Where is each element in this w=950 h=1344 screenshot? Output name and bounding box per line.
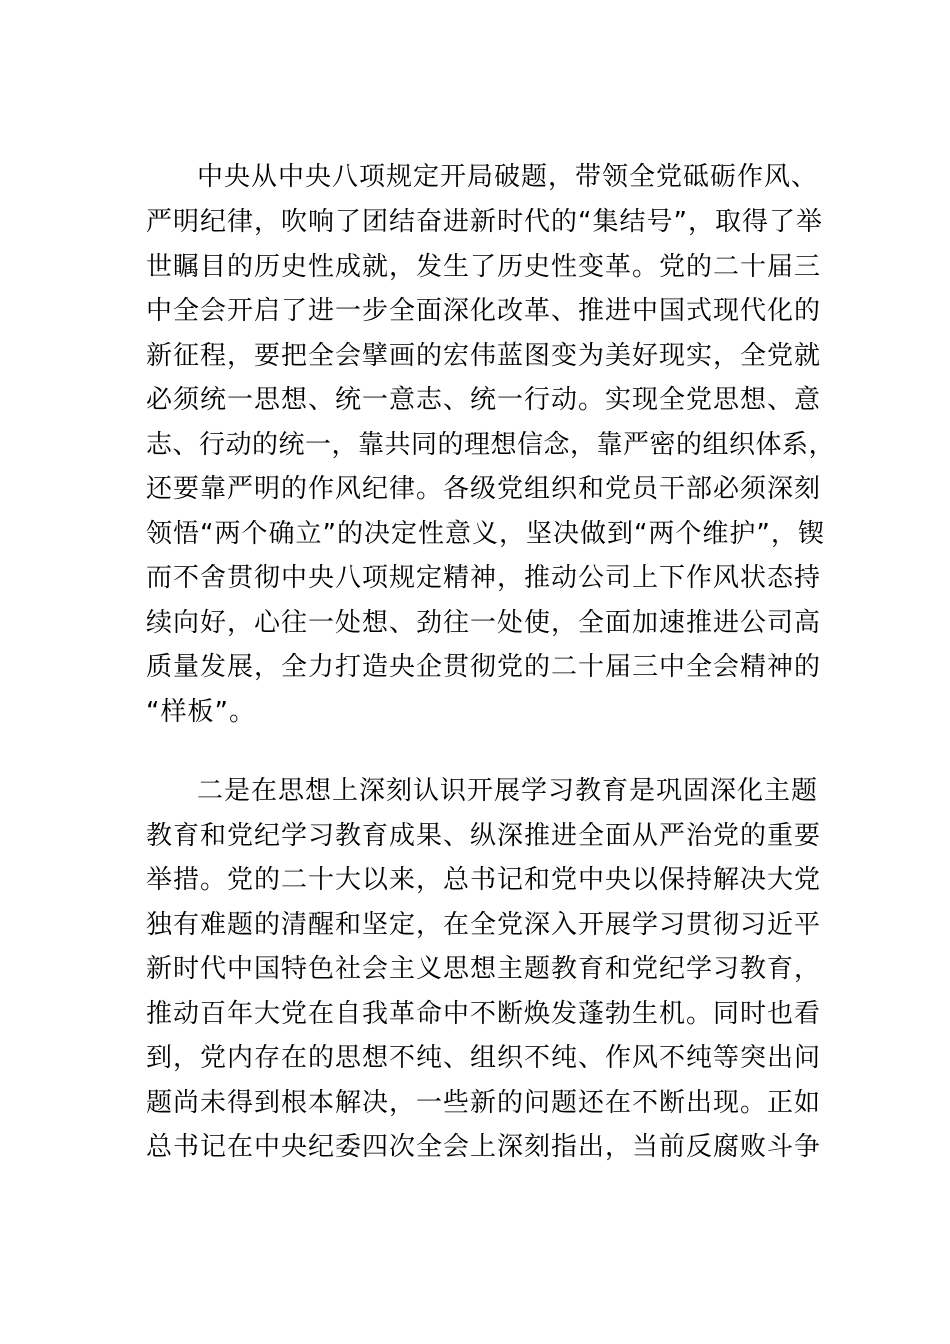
text-line: 严明纪律，吹响了团结奋进新时代的“集结号”，取得了举 [146,207,823,237]
text-line: 中央从中央八项规定开局破题，带领全党砥砺作风、 [197,162,819,192]
text-line: 到，党内存在的思想不纯、组织不纯、作风不纯等突出问 [146,1043,822,1073]
text-line: 独有难题的清醒和坚定，在全党深入开展学习贯彻习近平 [146,910,822,940]
text-line: 总书记在中央纪委四次全会上深刻指出，当前反腐败斗争 [146,1132,822,1162]
text-line: 教育和党纪学习教育成果、纵深推进全面从严治党的重要 [146,821,822,851]
text-line: 志、行动的统一，靠共同的理想信念，靠严密的组织体系， [146,430,836,460]
text-line: 还要靠严明的作风纪律。各级党组织和党员干部必须深刻 [146,474,822,504]
text-line: “样板”。 [146,697,256,727]
text-line: 必须统一思想、统一意志、统一行动。实现全党思想、意 [146,385,822,415]
text-line: 世瞩目的历史性成就，发生了历史性变革。党的二十届三 [146,252,822,282]
text-line: 质量发展，全力打造央企贯彻党的二十届三中全会精神的 [146,652,822,682]
text-line: 新时代中国特色社会主义思想主题教育和党纪学习教育， [146,954,822,984]
text-line: 题尚未得到根本解决，一些新的问题还在不断出现。正如 [146,1088,822,1118]
text-line: 二是在思想上深刻认识开展学习教育是巩固深化主题 [197,776,819,806]
text-line: 举措。党的二十大以来，总书记和党中央以保持解决大党 [146,865,822,895]
text-line: 新征程，要把全会擘画的宏伟蓝图变为美好现实，全党就 [146,341,822,371]
text-line: 领悟“两个确立”的决定性意义，坚决做到“两个维护”，锲 [146,519,825,549]
text-line: 推动百年大党在自我革命中不断焕发蓬勃生机。同时也看 [146,999,822,1029]
text-line: 中全会开启了进一步全面深化改革、推进中国式现代化的 [146,296,822,326]
text-line: 而不舍贯彻中央八项规定精神，推动公司上下作风状态持 [146,563,822,593]
text-line: 续向好，心往一处想、劲往一处使，全面加速推进公司高 [146,608,822,638]
